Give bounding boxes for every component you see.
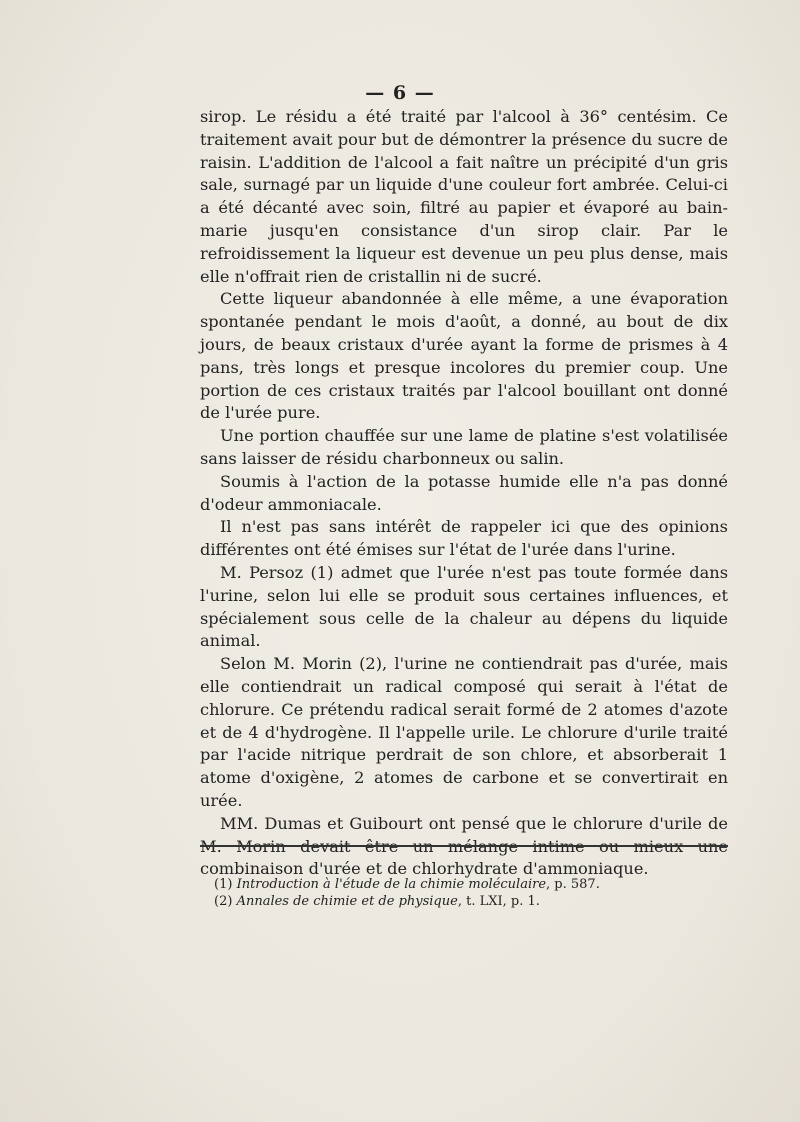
footnote bbox=[214, 876, 728, 893]
footnote-ref: , t. LXI, p. 1. bbox=[457, 894, 540, 909]
paragraph: Il n'est pas sans intérêt de rappeler ici que des opinions différentes ont été émises sur l'état de l'urée dans l'urine. bbox=[200, 517, 728, 560]
paragraph: MM. Dumas et Guibourt ont pensé que le chlorure d'urile de M. Morin devait être un mélange intime ou mieux une combinaison d'urée et de chlorhydrate d'ammoniaque. bbox=[200, 813, 728, 879]
footnote-title: Annales de chimie et de physique bbox=[236, 894, 458, 909]
paragraph: sirop. Le résidu a été traité par l'alcool à 36° centésim. Ce traitement avait pour but de démontrer la présence du sucre de raisin. L'addition de l'alcool a fait naître un précipité d'un gris sale, surnagé par un liquide d'une couleur fort ambrée. Celui-ci a été décanté avec soin, filtré au papier et évaporé au bain-marie jusqu'en consistance d'un sirop clair. Par le refroidissement la liqueur est devenue un peu plus dense, mais elle n'offrait rien de cristallin ni de sucré. bbox=[200, 107, 728, 286]
paragraph: Cette liqueur abandonnée à elle même, a une évaporation spontanée pendant le mois d'août, a donné, au bout de dix jours, de beaux cristaux d'urée ayant la forme de prismes à 4 pans, très longs et presque incolores du premier coup. Une portion de ces cristaux traités par l'alcool bouillant ont donné de l'urée pure. bbox=[200, 289, 728, 423]
footnote-ref: , p. 587. bbox=[546, 877, 600, 892]
footnotes bbox=[214, 876, 728, 910]
page-number: — 6 — bbox=[365, 82, 435, 104]
paragraph: Une portion chauffée sur une lame de platine s'est volatilisée sans laisser de résidu charbonneux ou salin. bbox=[200, 426, 728, 468]
footnote-marker: (1) bbox=[214, 877, 233, 892]
body-text bbox=[200, 106, 728, 881]
footnote-marker: (2) bbox=[214, 894, 233, 909]
footnote-title: Introduction à l'étude de la chimie moléculaire bbox=[236, 877, 547, 892]
footnote bbox=[214, 893, 728, 910]
paragraph: Selon M. Morin (2), l'urine ne contiendrait pas d'urée, mais elle contiendrait un radical composé qui serait à l'état de chlorure. Ce prétendu radical serait formé de 2 atomes d'azote et de 4 d'hydrogène. Il l'appelle urile. Le chlorure d'urile traité par l'acide nitrique perdrait de son chlore, et absorberait 1 atome d'oxigène, 2 atomes de carbone et se convertirait en urée. bbox=[200, 654, 728, 810]
paragraph: Soumis à l'action de la potasse humide elle n'a pas donné d'odeur ammoniacale. bbox=[200, 471, 728, 514]
footnote-rule bbox=[200, 845, 728, 847]
paragraph: M. Persoz (1) admet que l'urée n'est pas toute formée dans l'urine, selon lui elle se produit sous certaines influences, et spécialement sous celle de la chaleur au dépens du liquide animal. bbox=[200, 562, 728, 651]
